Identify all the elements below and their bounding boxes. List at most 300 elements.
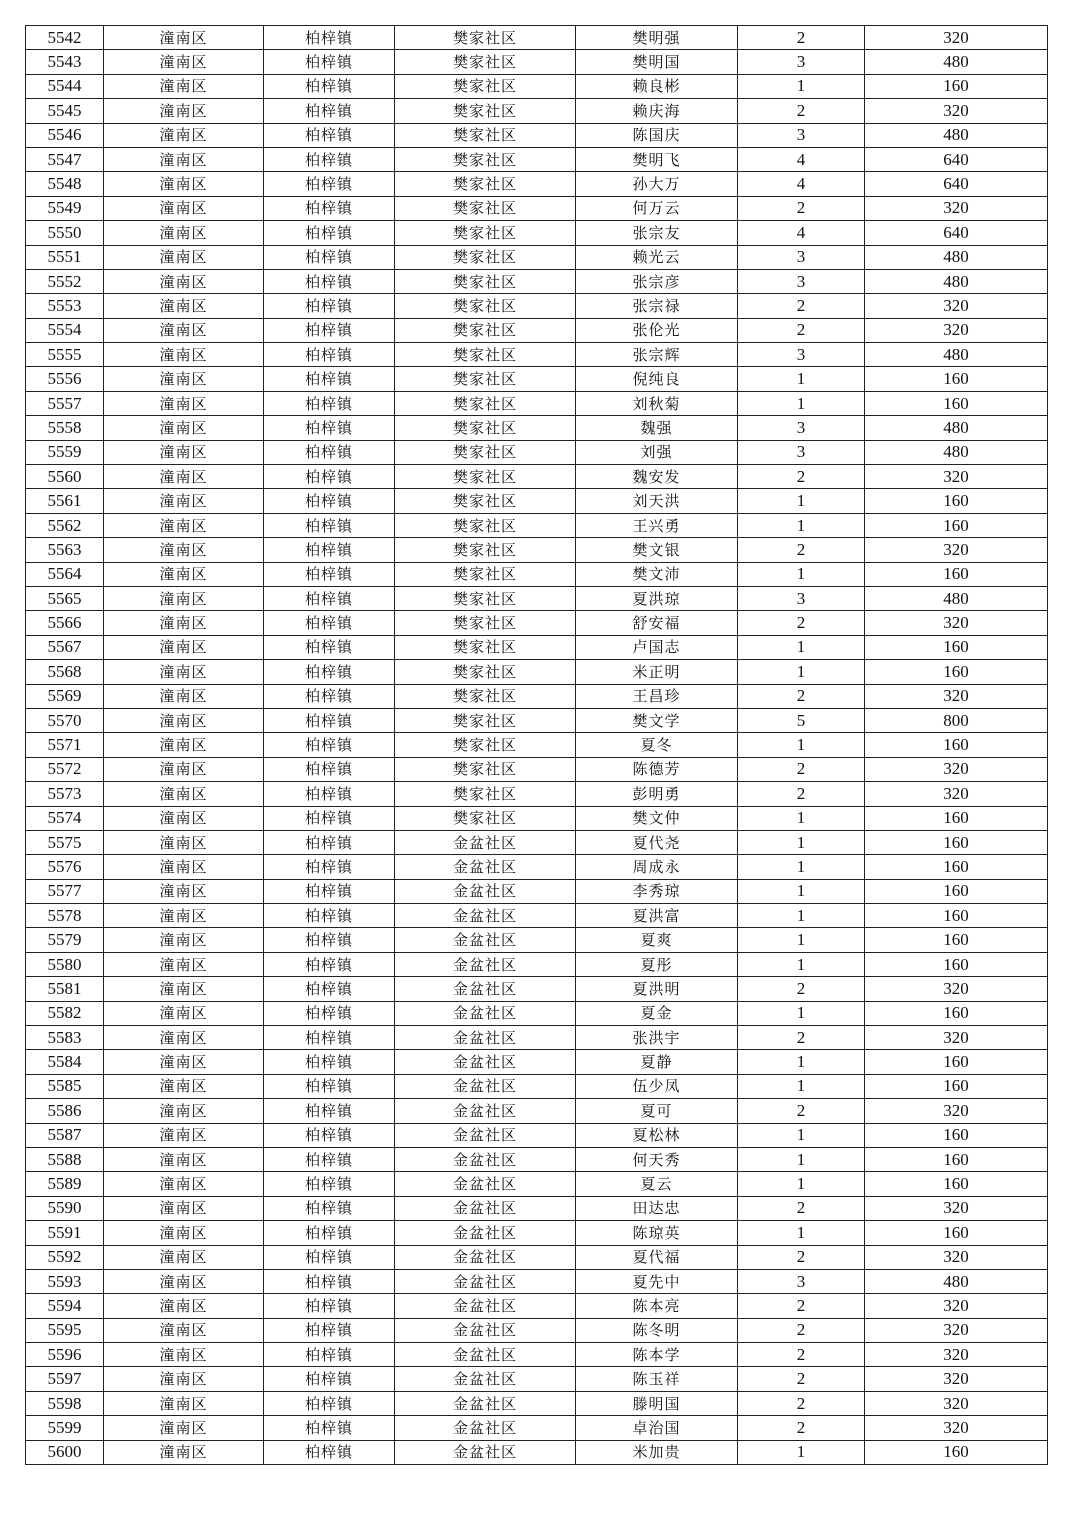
- cell-name: 张宗禄: [576, 294, 738, 318]
- cell-name: 樊明国: [576, 50, 738, 74]
- cell-count: 4: [738, 172, 865, 196]
- cell-community: 金盆社区: [395, 1172, 576, 1196]
- cell-amount: 320: [865, 1391, 1048, 1415]
- table-row: [26, 538, 1048, 562]
- cell-town: 柏梓镇: [264, 318, 395, 342]
- cell-id: 5589: [26, 1172, 104, 1196]
- cell-count: 1: [738, 74, 865, 98]
- cell-town: 柏梓镇: [264, 733, 395, 757]
- cell-id: 5563: [26, 538, 104, 562]
- cell-name: 卓治国: [576, 1416, 738, 1440]
- cell-amount: 480: [865, 245, 1048, 269]
- cell-town: 柏梓镇: [264, 562, 395, 586]
- cell-name: 樊明飞: [576, 147, 738, 171]
- cell-community: 樊家社区: [395, 172, 576, 196]
- cell-town: 柏梓镇: [264, 879, 395, 903]
- cell-count: 1: [738, 1074, 865, 1098]
- cell-count: 1: [738, 879, 865, 903]
- cell-id: 5569: [26, 684, 104, 708]
- cell-amount: 160: [865, 879, 1048, 903]
- table-row: [26, 74, 1048, 98]
- cell-id: 5543: [26, 50, 104, 74]
- cell-community: 樊家社区: [395, 367, 576, 391]
- cell-town: 柏梓镇: [264, 757, 395, 781]
- cell-id: 5542: [26, 26, 104, 50]
- cell-count: 2: [738, 1196, 865, 1220]
- cell-name: 李秀琼: [576, 879, 738, 903]
- cell-name: 田达忠: [576, 1196, 738, 1220]
- cell-name: 夏可: [576, 1099, 738, 1123]
- cell-district: 潼南区: [104, 1196, 264, 1220]
- cell-district: 潼南区: [104, 343, 264, 367]
- cell-name: 夏代福: [576, 1245, 738, 1269]
- cell-count: 3: [738, 343, 865, 367]
- cell-amount: 320: [865, 611, 1048, 635]
- cell-town: 柏梓镇: [264, 294, 395, 318]
- cell-amount: 640: [865, 147, 1048, 171]
- cell-town: 柏梓镇: [264, 343, 395, 367]
- cell-name: 魏强: [576, 416, 738, 440]
- cell-community: 金盆社区: [395, 904, 576, 928]
- cell-town: 柏梓镇: [264, 538, 395, 562]
- cell-name: 夏云: [576, 1172, 738, 1196]
- cell-community: 金盆社区: [395, 879, 576, 903]
- cell-count: 2: [738, 538, 865, 562]
- cell-name: 舒安福: [576, 611, 738, 635]
- cell-district: 潼南区: [104, 757, 264, 781]
- cell-district: 潼南区: [104, 221, 264, 245]
- cell-amount: 160: [865, 1147, 1048, 1171]
- cell-district: 潼南区: [104, 611, 264, 635]
- cell-town: 柏梓镇: [264, 684, 395, 708]
- cell-district: 潼南区: [104, 806, 264, 830]
- cell-community: 金盆社区: [395, 1099, 576, 1123]
- cell-count: 1: [738, 952, 865, 976]
- cell-town: 柏梓镇: [264, 1391, 395, 1415]
- table-row: [26, 806, 1048, 830]
- cell-district: 潼南区: [104, 684, 264, 708]
- cell-community: 樊家社区: [395, 635, 576, 659]
- cell-town: 柏梓镇: [264, 489, 395, 513]
- table-row: [26, 562, 1048, 586]
- cell-id: 5567: [26, 635, 104, 659]
- cell-amount: 320: [865, 538, 1048, 562]
- cell-amount: 320: [865, 318, 1048, 342]
- cell-district: 潼南区: [104, 904, 264, 928]
- cell-count: 2: [738, 1026, 865, 1050]
- table-row: [26, 1172, 1048, 1196]
- cell-community: 金盆社区: [395, 1318, 576, 1342]
- cell-community: 金盆社区: [395, 952, 576, 976]
- cell-district: 潼南区: [104, 465, 264, 489]
- cell-community: 樊家社区: [395, 562, 576, 586]
- cell-count: 3: [738, 416, 865, 440]
- cell-district: 潼南区: [104, 245, 264, 269]
- cell-count: 1: [738, 1147, 865, 1171]
- cell-amount: 160: [865, 904, 1048, 928]
- cell-id: 5554: [26, 318, 104, 342]
- table-row: [26, 391, 1048, 415]
- cell-community: 金盆社区: [395, 1416, 576, 1440]
- cell-district: 潼南区: [104, 879, 264, 903]
- cell-name: 陈冬明: [576, 1318, 738, 1342]
- cell-community: 金盆社区: [395, 1221, 576, 1245]
- cell-amount: 160: [865, 391, 1048, 415]
- cell-town: 柏梓镇: [264, 1318, 395, 1342]
- cell-name: 周成永: [576, 855, 738, 879]
- cell-id: 5547: [26, 147, 104, 171]
- cell-amount: 160: [865, 830, 1048, 854]
- table-row: [26, 123, 1048, 147]
- cell-count: 1: [738, 1221, 865, 1245]
- cell-town: 柏梓镇: [264, 611, 395, 635]
- cell-town: 柏梓镇: [264, 708, 395, 732]
- cell-name: 张洪宇: [576, 1026, 738, 1050]
- cell-district: 潼南区: [104, 172, 264, 196]
- table-row: [26, 1026, 1048, 1050]
- cell-amount: 320: [865, 977, 1048, 1001]
- cell-count: 1: [738, 367, 865, 391]
- cell-district: 潼南区: [104, 294, 264, 318]
- cell-name: 赖良彬: [576, 74, 738, 98]
- cell-amount: 160: [865, 1440, 1048, 1464]
- cell-name: 陈琼英: [576, 1221, 738, 1245]
- cell-community: 樊家社区: [395, 465, 576, 489]
- cell-district: 潼南区: [104, 416, 264, 440]
- cell-count: 2: [738, 1099, 865, 1123]
- table-row: [26, 782, 1048, 806]
- cell-town: 柏梓镇: [264, 269, 395, 293]
- table-row: [26, 1221, 1048, 1245]
- cell-id: 5571: [26, 733, 104, 757]
- cell-id: 5544: [26, 74, 104, 98]
- cell-town: 柏梓镇: [264, 1099, 395, 1123]
- cell-amount: 320: [865, 294, 1048, 318]
- cell-amount: 160: [865, 367, 1048, 391]
- cell-name: 陈本学: [576, 1343, 738, 1367]
- cell-id: 5566: [26, 611, 104, 635]
- cell-community: 樊家社区: [395, 489, 576, 513]
- cell-amount: 160: [865, 635, 1048, 659]
- cell-count: 1: [738, 1001, 865, 1025]
- cell-district: 潼南区: [104, 196, 264, 220]
- cell-town: 柏梓镇: [264, 904, 395, 928]
- cell-community: 樊家社区: [395, 416, 576, 440]
- cell-district: 潼南区: [104, 269, 264, 293]
- cell-amount: 320: [865, 1294, 1048, 1318]
- table-row: [26, 172, 1048, 196]
- cell-amount: 320: [865, 782, 1048, 806]
- cell-name: 夏彤: [576, 952, 738, 976]
- cell-id: 5594: [26, 1294, 104, 1318]
- cell-name: 夏洪琼: [576, 586, 738, 610]
- cell-name: 彭明勇: [576, 782, 738, 806]
- cell-community: 金盆社区: [395, 1245, 576, 1269]
- cell-amount: 320: [865, 757, 1048, 781]
- cell-district: 潼南区: [104, 830, 264, 854]
- cell-community: 樊家社区: [395, 50, 576, 74]
- cell-district: 潼南区: [104, 660, 264, 684]
- cell-amount: 320: [865, 684, 1048, 708]
- cell-community: 樊家社区: [395, 221, 576, 245]
- cell-town: 柏梓镇: [264, 635, 395, 659]
- cell-id: 5548: [26, 172, 104, 196]
- cell-district: 潼南区: [104, 635, 264, 659]
- cell-amount: 160: [865, 1074, 1048, 1098]
- cell-name: 张宗友: [576, 221, 738, 245]
- cell-amount: 160: [865, 1123, 1048, 1147]
- cell-district: 潼南区: [104, 782, 264, 806]
- cell-amount: 160: [865, 928, 1048, 952]
- table-row: [26, 977, 1048, 1001]
- cell-count: 2: [738, 1343, 865, 1367]
- cell-community: 樊家社区: [395, 294, 576, 318]
- cell-district: 潼南区: [104, 928, 264, 952]
- cell-community: 金盆社区: [395, 977, 576, 1001]
- cell-community: 金盆社区: [395, 1391, 576, 1415]
- table-row: [26, 343, 1048, 367]
- table-row: [26, 1050, 1048, 1074]
- cell-amount: 480: [865, 50, 1048, 74]
- cell-town: 柏梓镇: [264, 245, 395, 269]
- cell-id: 5575: [26, 830, 104, 854]
- cell-name: 夏洪富: [576, 904, 738, 928]
- cell-count: 2: [738, 1416, 865, 1440]
- cell-count: 2: [738, 611, 865, 635]
- cell-town: 柏梓镇: [264, 1196, 395, 1220]
- cell-count: 1: [738, 660, 865, 684]
- cell-id: 5587: [26, 1123, 104, 1147]
- cell-town: 柏梓镇: [264, 586, 395, 610]
- cell-community: 金盆社区: [395, 1294, 576, 1318]
- cell-amount: 320: [865, 99, 1048, 123]
- cell-town: 柏梓镇: [264, 1074, 395, 1098]
- cell-community: 金盆社区: [395, 855, 576, 879]
- table-row: [26, 50, 1048, 74]
- cell-amount: 320: [865, 465, 1048, 489]
- cell-name: 倪纯良: [576, 367, 738, 391]
- table-row: [26, 1343, 1048, 1367]
- cell-id: 5590: [26, 1196, 104, 1220]
- cell-count: 1: [738, 904, 865, 928]
- cell-town: 柏梓镇: [264, 1294, 395, 1318]
- cell-name: 樊文仲: [576, 806, 738, 830]
- cell-community: 樊家社区: [395, 611, 576, 635]
- cell-amount: 160: [865, 513, 1048, 537]
- cell-count: 2: [738, 318, 865, 342]
- cell-name: 刘秋菊: [576, 391, 738, 415]
- cell-id: 5553: [26, 294, 104, 318]
- cell-amount: 160: [865, 855, 1048, 879]
- cell-id: 5546: [26, 123, 104, 147]
- cell-community: 樊家社区: [395, 391, 576, 415]
- cell-name: 米加贵: [576, 1440, 738, 1464]
- cell-town: 柏梓镇: [264, 830, 395, 854]
- cell-name: 米正明: [576, 660, 738, 684]
- cell-community: 樊家社区: [395, 74, 576, 98]
- cell-count: 1: [738, 806, 865, 830]
- cell-community: 金盆社区: [395, 1050, 576, 1074]
- cell-amount: 480: [865, 440, 1048, 464]
- table-row: [26, 1318, 1048, 1342]
- cell-name: 张宗彦: [576, 269, 738, 293]
- cell-amount: 480: [865, 269, 1048, 293]
- cell-town: 柏梓镇: [264, 1416, 395, 1440]
- cell-name: 卢国志: [576, 635, 738, 659]
- table-row: [26, 245, 1048, 269]
- cell-community: 金盆社区: [395, 1026, 576, 1050]
- cell-district: 潼南区: [104, 1245, 264, 1269]
- cell-count: 2: [738, 1294, 865, 1318]
- cell-id: 5561: [26, 489, 104, 513]
- cell-town: 柏梓镇: [264, 147, 395, 171]
- cell-name: 樊文学: [576, 708, 738, 732]
- cell-count: 4: [738, 147, 865, 171]
- table-row: [26, 757, 1048, 781]
- cell-name: 樊文银: [576, 538, 738, 562]
- cell-count: 1: [738, 391, 865, 415]
- cell-community: 樊家社区: [395, 123, 576, 147]
- cell-count: 3: [738, 50, 865, 74]
- cell-amount: 320: [865, 1245, 1048, 1269]
- cell-district: 潼南区: [104, 1391, 264, 1415]
- cell-district: 潼南区: [104, 367, 264, 391]
- cell-name: 王兴勇: [576, 513, 738, 537]
- cell-district: 潼南区: [104, 50, 264, 74]
- cell-count: 1: [738, 1172, 865, 1196]
- cell-count: 1: [738, 489, 865, 513]
- cell-id: 5596: [26, 1343, 104, 1367]
- table-row: [26, 1440, 1048, 1464]
- table-row: [26, 1367, 1048, 1391]
- table-row: [26, 147, 1048, 171]
- cell-town: 柏梓镇: [264, 1343, 395, 1367]
- cell-name: 夏爽: [576, 928, 738, 952]
- cell-id: 5576: [26, 855, 104, 879]
- table-row: [26, 294, 1048, 318]
- cell-id: 5579: [26, 928, 104, 952]
- cell-town: 柏梓镇: [264, 1123, 395, 1147]
- cell-town: 柏梓镇: [264, 1026, 395, 1050]
- cell-amount: 320: [865, 1196, 1048, 1220]
- table-row: [26, 513, 1048, 537]
- table-row: [26, 1269, 1048, 1293]
- cell-district: 潼南区: [104, 440, 264, 464]
- cell-community: 樊家社区: [395, 245, 576, 269]
- cell-count: 3: [738, 586, 865, 610]
- cell-amount: 640: [865, 221, 1048, 245]
- table-row: [26, 1245, 1048, 1269]
- cell-district: 潼南区: [104, 1026, 264, 1050]
- table-row: [26, 221, 1048, 245]
- cell-count: 1: [738, 830, 865, 854]
- table-row: [26, 367, 1048, 391]
- cell-amount: 160: [865, 1050, 1048, 1074]
- cell-town: 柏梓镇: [264, 26, 395, 50]
- cell-amount: 160: [865, 733, 1048, 757]
- cell-name: 夏代尧: [576, 830, 738, 854]
- cell-district: 潼南区: [104, 1294, 264, 1318]
- cell-name: 刘天洪: [576, 489, 738, 513]
- table-row: [26, 879, 1048, 903]
- cell-town: 柏梓镇: [264, 99, 395, 123]
- cell-id: 5555: [26, 343, 104, 367]
- cell-district: 潼南区: [104, 855, 264, 879]
- cell-id: 5565: [26, 586, 104, 610]
- cell-id: 5585: [26, 1074, 104, 1098]
- cell-name: 伍少凤: [576, 1074, 738, 1098]
- cell-count: 1: [738, 855, 865, 879]
- cell-id: 5545: [26, 99, 104, 123]
- cell-id: 5592: [26, 1245, 104, 1269]
- cell-count: 3: [738, 245, 865, 269]
- cell-community: 金盆社区: [395, 830, 576, 854]
- cell-count: 5: [738, 708, 865, 732]
- cell-district: 潼南区: [104, 1343, 264, 1367]
- cell-id: 5598: [26, 1391, 104, 1415]
- cell-count: 2: [738, 1391, 865, 1415]
- cell-town: 柏梓镇: [264, 782, 395, 806]
- table-row: [26, 1099, 1048, 1123]
- cell-count: 2: [738, 757, 865, 781]
- cell-community: 樊家社区: [395, 440, 576, 464]
- cell-community: 金盆社区: [395, 1440, 576, 1464]
- cell-district: 潼南区: [104, 1221, 264, 1245]
- cell-town: 柏梓镇: [264, 416, 395, 440]
- cell-community: 樊家社区: [395, 513, 576, 537]
- table-row: [26, 1196, 1048, 1220]
- cell-town: 柏梓镇: [264, 74, 395, 98]
- cell-community: 金盆社区: [395, 1074, 576, 1098]
- cell-amount: 320: [865, 1318, 1048, 1342]
- cell-district: 潼南区: [104, 1367, 264, 1391]
- cell-district: 潼南区: [104, 123, 264, 147]
- cell-name: 陈国庆: [576, 123, 738, 147]
- cell-amount: 160: [865, 74, 1048, 98]
- cell-community: 樊家社区: [395, 684, 576, 708]
- cell-id: 5551: [26, 245, 104, 269]
- cell-id: 5560: [26, 465, 104, 489]
- cell-id: 5552: [26, 269, 104, 293]
- cell-community: 樊家社区: [395, 782, 576, 806]
- cell-town: 柏梓镇: [264, 221, 395, 245]
- cell-count: 2: [738, 782, 865, 806]
- cell-id: 5588: [26, 1147, 104, 1171]
- cell-district: 潼南区: [104, 391, 264, 415]
- cell-amount: 800: [865, 708, 1048, 732]
- cell-town: 柏梓镇: [264, 1245, 395, 1269]
- table-row: [26, 318, 1048, 342]
- cell-count: 1: [738, 1123, 865, 1147]
- cell-id: 5593: [26, 1269, 104, 1293]
- cell-town: 柏梓镇: [264, 440, 395, 464]
- cell-amount: 320: [865, 26, 1048, 50]
- cell-id: 5562: [26, 513, 104, 537]
- cell-count: 2: [738, 465, 865, 489]
- cell-count: 1: [738, 1050, 865, 1074]
- cell-name: 樊文沛: [576, 562, 738, 586]
- cell-id: 5586: [26, 1099, 104, 1123]
- cell-district: 潼南区: [104, 318, 264, 342]
- cell-town: 柏梓镇: [264, 1147, 395, 1171]
- cell-id: 5558: [26, 416, 104, 440]
- cell-town: 柏梓镇: [264, 977, 395, 1001]
- cell-id: 5559: [26, 440, 104, 464]
- table-row: [26, 708, 1048, 732]
- cell-id: 5550: [26, 221, 104, 245]
- cell-community: 金盆社区: [395, 1367, 576, 1391]
- cell-town: 柏梓镇: [264, 806, 395, 830]
